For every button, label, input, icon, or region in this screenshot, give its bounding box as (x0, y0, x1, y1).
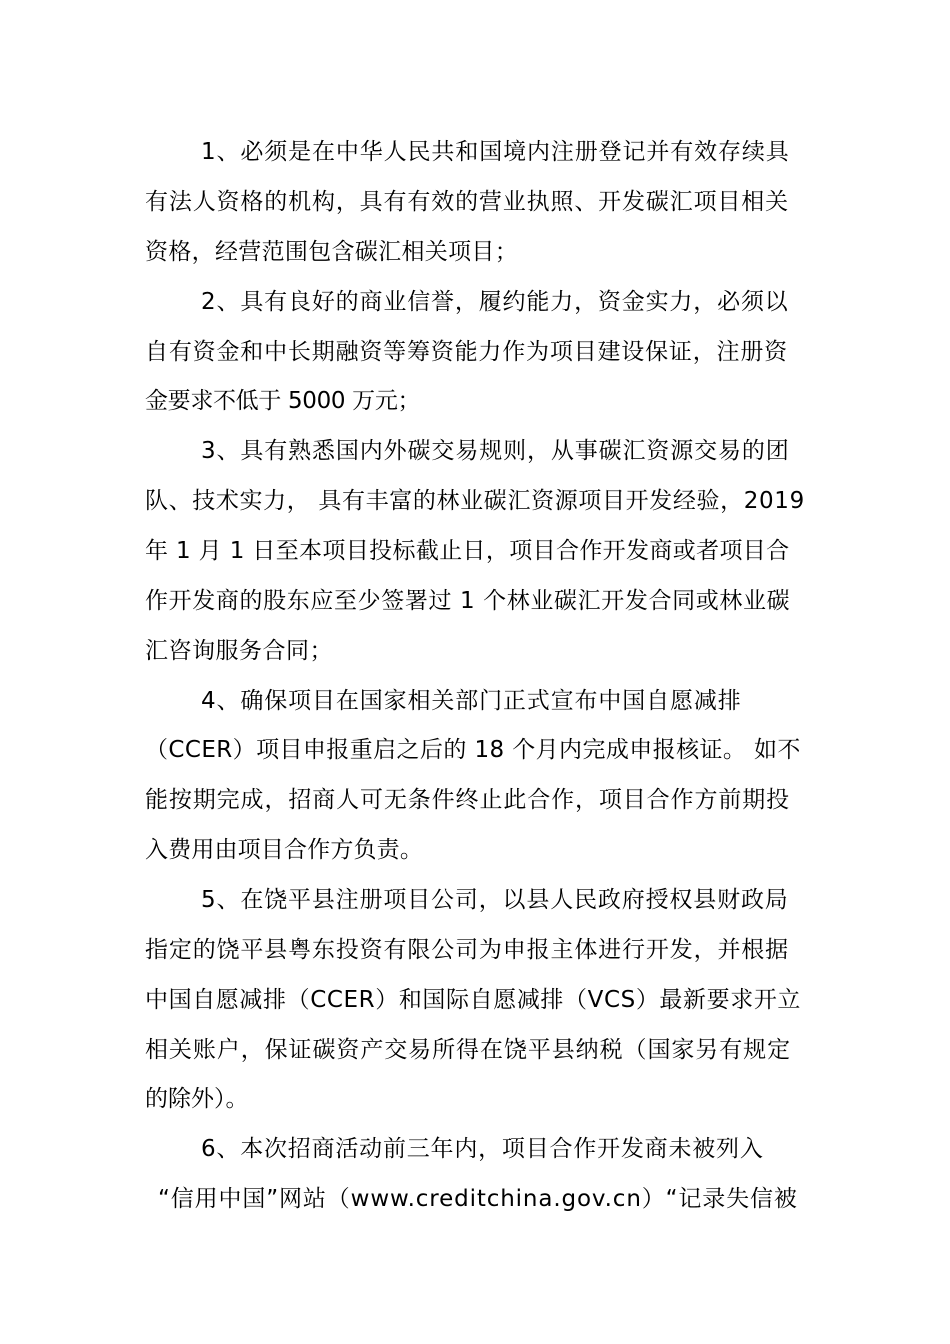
text-line: 汇咨询服务合同； (145, 638, 333, 664)
text-line: 4、确保项目在国家相关部门正式宣布中国自愿减排 (201, 688, 742, 714)
text-line: 5、在饶平县注册项目公司，以县人民政府授权县财政局 (201, 887, 789, 913)
text-line: 作开发商的股东应至少签署过 1 个林业碳汇开发合同或林业碳 (145, 588, 791, 614)
text-line: 资格，经营范围包含碳汇相关项目； (145, 239, 518, 265)
text-line: “信用中国”网站（www.creditchina.gov.cn）“记录失信被 (158, 1186, 798, 1212)
text-line: 自有资金和中长期融资等筹资能力作为项目建设保证，注册资 (145, 339, 788, 365)
text-line: （CCER）项目申报重启之后的 18 个月内完成申报核证。 如不 (145, 737, 801, 763)
text-line: 中国自愿减排（CCER）和国际自愿减排（VCS）最新要求开立 (145, 987, 802, 1013)
text-line: 年 1 月 1 日至本项目投标截止日，项目合作开发商或者项目合 (145, 538, 790, 564)
text-line: 指定的饶平县粤东投资有限公司为申报主体进行开发，并根据 (145, 937, 789, 963)
text-line: 金要求不低于 5000 万元； (145, 388, 421, 414)
text-line: 相关账户，保证碳资产交易所得在饶平县纳税（国家另有规定 (145, 1037, 791, 1063)
text-line: 2、具有良好的商业信誉，履约能力，资金实力，必须以 (201, 289, 789, 315)
text-line: 能按期完成，招商人可无条件终止此合作，项目合作方前期投 (145, 787, 790, 813)
text-line: 3、具有熟悉国内外碳交易规则，从事碳汇资源交易的团 (201, 438, 790, 464)
text-line: 有法人资格的机构，具有有效的营业执照、开发碳汇项目相关 (145, 189, 789, 215)
text-line: 入费用由项目合作方负责。 (145, 837, 423, 863)
text-line: 6、本次招商活动前三年内，项目合作开发商未被列入 (201, 1136, 764, 1162)
text-line: 的除外）。 (145, 1086, 249, 1112)
text-line: 1、必须是在中华人民共和国境内注册登记并有效存续具 (201, 139, 790, 165)
text-line: 队、技术实力， 具有丰富的林业碳汇资源项目开发经验，2019 (145, 488, 805, 514)
